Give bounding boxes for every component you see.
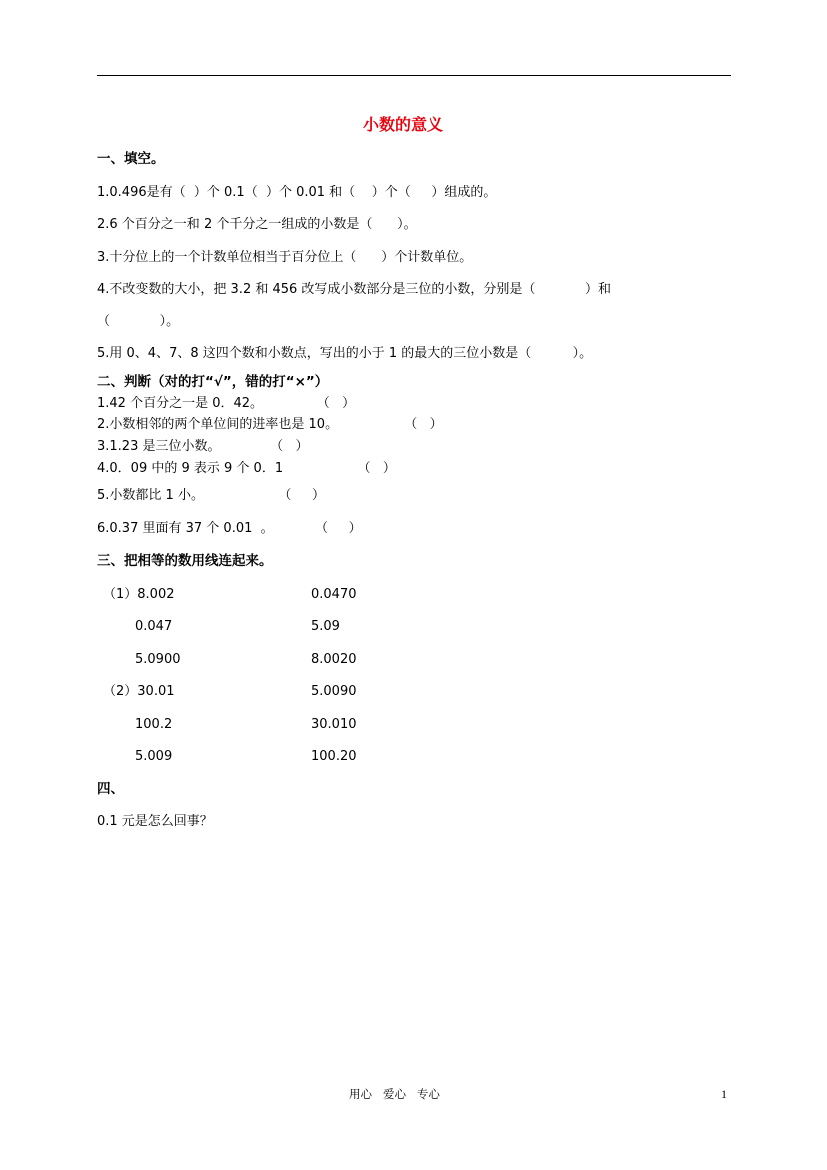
judge-item-4: 4.0．09 中的 9 表示 9 个 0．1 （ ） bbox=[97, 461, 396, 476]
judge-item-3: 3.1.23 是三位小数。 （ ） bbox=[97, 439, 309, 454]
match-left-3: 5.0900 bbox=[135, 652, 181, 667]
match-right-5: 30.010 bbox=[311, 717, 357, 732]
match-left-6: 5.009 bbox=[135, 749, 173, 764]
section4-question: 0.1 元是怎么回事？ bbox=[97, 814, 213, 829]
page-title: 小数的意义 bbox=[363, 115, 444, 134]
match-left-4: （2）30.01 bbox=[103, 684, 175, 699]
fill-item-1: 1.0.496是有（ ）个 0.1（ ）个 0.01 和（ ）个（ ）组成的。 bbox=[97, 185, 497, 200]
match-right-1: 0.0470 bbox=[311, 587, 357, 602]
header-rule bbox=[97, 75, 731, 76]
page-number: 1 bbox=[721, 1087, 727, 1101]
match-right-6: 100.20 bbox=[311, 749, 357, 764]
footer-text: 用心 爱心 专心 bbox=[349, 1087, 440, 1101]
fill-item-3: 3.十分位上的一个计数单位相当于百分位上（ ）个计数单位。 bbox=[97, 250, 473, 265]
match-right-4: 5.0090 bbox=[311, 684, 357, 699]
judge-item-1: 1.42 个百分之一是 0．42。 （ ） bbox=[97, 396, 356, 411]
match-right-2: 5.09 bbox=[311, 619, 340, 634]
judge-item-2: 2.小数相邻的两个单位间的进率也是 10。 （ ） bbox=[97, 417, 443, 432]
section3-heading: 三、把相等的数用线连起来。 bbox=[97, 553, 273, 569]
match-right-3: 8.0020 bbox=[311, 652, 357, 667]
section1-heading: 一、填空。 bbox=[97, 151, 165, 167]
match-left-1: （1）8.002 bbox=[103, 587, 175, 602]
match-left-2: 0.047 bbox=[135, 619, 173, 634]
fill-item-2: 2.6 个百分之一和 2 个千分之一组成的小数是（ ）。 bbox=[97, 217, 417, 232]
fill-item-5: 5.用 0、4、7、8 这四个数和小数点，写出的小于 1 的最大的三位小数是（ ）。 bbox=[97, 346, 593, 361]
match-left-5: 100.2 bbox=[135, 717, 173, 732]
judge-item-5: 5.小数都比 1 小。 （ ） bbox=[97, 488, 325, 503]
fill-item-4: 4.不改变数的大小，把 3.2 和 456 改写成小数部分是三位的小数，分别是（ ）和 bbox=[97, 282, 612, 297]
section4-heading: 四、 bbox=[97, 781, 124, 797]
fill-item-4-continued: （ ）。 bbox=[97, 314, 180, 329]
judge-item-6: 6.0.37 里面有 37 个 0.01 。 （ ） bbox=[97, 521, 362, 536]
section2-heading: 二、判断（对的打“√”，错的打“×”） bbox=[97, 374, 329, 390]
